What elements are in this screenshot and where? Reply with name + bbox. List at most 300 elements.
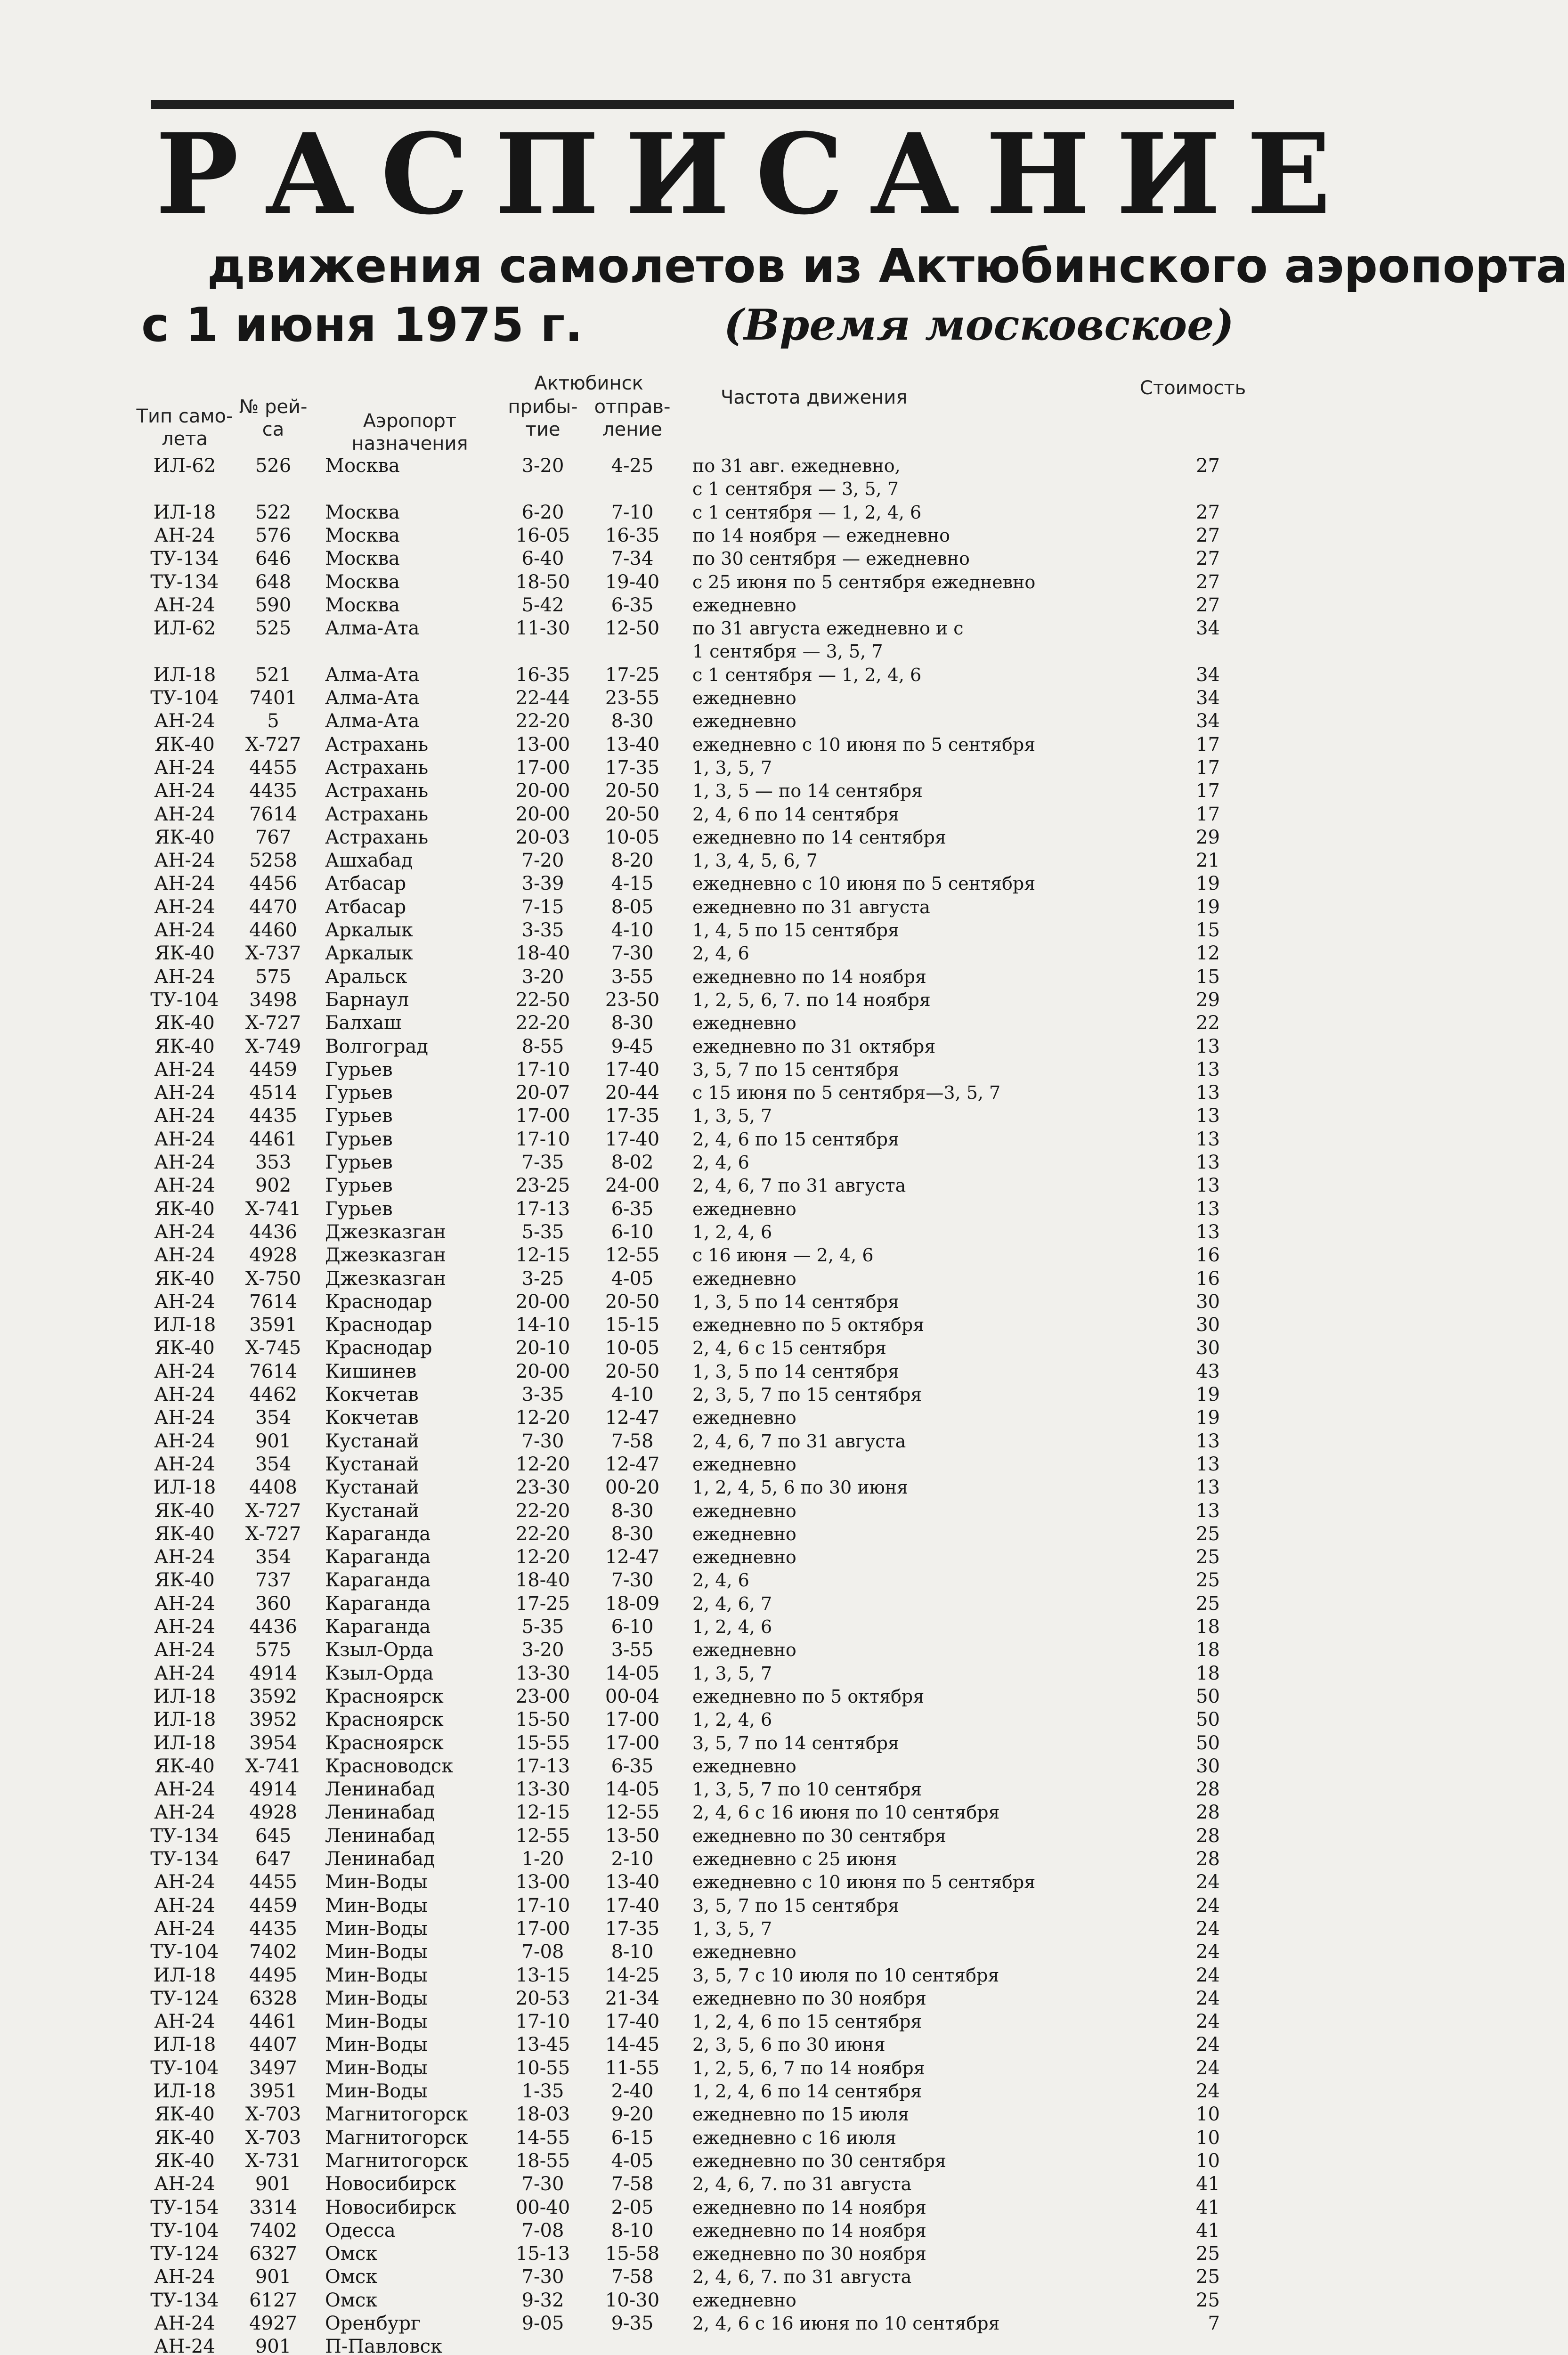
arrival-time: 23-00	[515, 1685, 570, 1707]
departure-time: 24-00	[605, 1175, 660, 1197]
table-row	[0, 617, 1413, 640]
flight-number: 4456	[249, 873, 297, 895]
frequency: ежедневно по 31 августа	[692, 896, 930, 918]
date-line	[141, 294, 1234, 356]
table-row	[0, 1174, 1413, 1197]
ticket-cost: 34	[1196, 710, 1220, 732]
arrival-time: 23-30	[515, 1477, 570, 1499]
aircraft-type: АН-24	[154, 1616, 215, 1638]
departure-time: 8-30	[611, 710, 654, 732]
flight-number: 5258	[249, 850, 297, 872]
table-row	[0, 1825, 1413, 1848]
flight-number: Х-731	[245, 2150, 301, 2172]
arrival-time: 7-08	[521, 2219, 564, 2241]
departure-time: 15-58	[605, 2243, 660, 2265]
aircraft-type: ТУ-104	[150, 1941, 219, 1963]
arrival-time: 18-50	[515, 571, 570, 593]
aircraft-type: ИЛ-18	[153, 664, 216, 686]
frequency: с 15 июня по 5 сентября—3, 5, 7	[692, 1082, 1001, 1104]
arrival-time: 1-35	[521, 2080, 564, 2102]
destination: Астрахань	[325, 756, 429, 779]
aircraft-type: ТУ-124	[150, 2243, 219, 2265]
table-row	[0, 2127, 1413, 2150]
flight-number: 4495	[249, 1964, 297, 1986]
destination: Магнитогорск	[325, 2127, 468, 2149]
destination: Оренбург	[325, 2313, 421, 2334]
page-title: РАСПИСАНИЕ	[155, 109, 1357, 239]
departure-time: 2-05	[611, 2196, 654, 2218]
departure-time: 4-05	[611, 1267, 654, 1290]
aircraft-type: АН-24	[154, 850, 215, 872]
frequency: ежедневно по 14 ноября	[692, 966, 926, 987]
ticket-cost: 24	[1196, 1894, 1220, 1916]
departure-time: 23-50	[605, 989, 660, 1011]
table-row	[0, 2289, 1413, 2312]
aircraft-type: ИЛ-18	[153, 1964, 216, 1986]
aircraft-type: АН-24	[154, 2011, 215, 2033]
flight-number: 4455	[249, 756, 297, 779]
table-row	[0, 1035, 1413, 1058]
table-row	[0, 2242, 1413, 2266]
aircraft-type: АН-24	[154, 873, 215, 895]
destination: Мин-Воды	[325, 1941, 428, 1963]
arrival-time: 7-30	[521, 2266, 564, 2288]
destination: Джезказган	[325, 1267, 446, 1290]
aircraft-type: АН-24	[154, 1105, 215, 1127]
arrival-time: 14-10	[515, 1314, 570, 1336]
table-row	[0, 1081, 1413, 1104]
departure-time: 4-15	[611, 873, 654, 895]
effective-date: с 1 июня 1975 г.	[141, 297, 583, 352]
arrival-time: 17-13	[515, 1755, 570, 1777]
destination: Кокчетав	[325, 1384, 419, 1405]
aircraft-type: ИЛ-62	[153, 617, 216, 640]
table-row	[0, 1894, 1413, 1917]
flight-number: 4435	[249, 1917, 297, 1940]
flight-number: Х-703	[245, 2103, 301, 2126]
arrival-time: 17-10	[515, 1058, 570, 1080]
flight-number: Х-745	[245, 1337, 301, 1359]
aircraft-type: ТУ-134	[150, 2289, 219, 2311]
table-row	[0, 826, 1413, 849]
flight-number: 4436	[249, 1221, 297, 1243]
ticket-cost: 25	[1196, 1546, 1220, 1568]
destination: Гурьев	[325, 1082, 393, 1104]
frequency: 3, 5, 7 по 15 сентября	[692, 1895, 899, 1916]
aircraft-type: АН-24	[154, 2173, 215, 2195]
aircraft-type: ТУ-154	[150, 2196, 219, 2218]
table-row	[0, 1104, 1413, 1128]
aircraft-type: ЯК-40	[154, 1523, 215, 1545]
ticket-cost: 10	[1196, 2150, 1220, 2172]
arrival-time: 16-35	[515, 664, 570, 686]
frequency: 1, 2, 4, 6	[692, 1616, 772, 1637]
destination: Омск	[325, 2289, 378, 2311]
frequency: 1, 3, 5, 7	[692, 1918, 772, 1939]
table-row	[0, 1662, 1413, 1685]
ticket-cost: 34	[1196, 617, 1220, 640]
table-row	[0, 1360, 1413, 1383]
arrival-time: 20-00	[515, 1360, 570, 1382]
departure-time: 20-50	[605, 780, 660, 802]
aircraft-type: ТУ-124	[150, 1987, 219, 2009]
aircraft-type: ЯК-40	[154, 1569, 215, 1592]
arrival-time: 22-50	[515, 989, 570, 1011]
arrival-time: 17-00	[515, 1917, 570, 1940]
aircraft-type: ЯК-40	[154, 2150, 215, 2172]
flight-number: Х-727	[245, 733, 301, 755]
aircraft-type: АН-24	[154, 1778, 215, 1801]
departure-time: 2-40	[611, 2080, 654, 2102]
frequency: 2, 4, 6, 7	[692, 1593, 772, 1614]
destination: Мин-Воды	[325, 1964, 428, 1986]
frequency: 1, 4, 5 по 15 сентября	[692, 920, 899, 941]
flight-number: 901	[255, 1430, 292, 1452]
flight-number: Х-703	[245, 2127, 301, 2149]
frequency: ежедневно	[692, 711, 796, 732]
flight-number: 4435	[249, 1105, 297, 1127]
table-row	[0, 2010, 1413, 2033]
arrival-time: 12-20	[515, 1407, 570, 1429]
aircraft-type: АН-24	[154, 1453, 215, 1475]
arrival-time: 18-03	[515, 2103, 570, 2126]
frequency: ежедневно с 16 июля	[692, 2127, 897, 2148]
departure-time: 3-55	[611, 1639, 654, 1661]
arrival-time: 3-35	[521, 919, 564, 941]
destination: Караганда	[325, 1569, 431, 1592]
arrival-time: 5-35	[521, 1221, 564, 1243]
arrival-time: 20-03	[515, 826, 570, 848]
table-row	[0, 1755, 1413, 1778]
arrival-time: 3-20	[521, 1639, 564, 1661]
aircraft-type: АН-24	[154, 803, 215, 825]
ticket-cost: 41	[1196, 2173, 1220, 2195]
flight-number: 575	[255, 1639, 292, 1661]
departure-time: 6-10	[611, 1221, 654, 1243]
aircraft-type: АН-24	[154, 1291, 215, 1313]
departure-time: 19-40	[605, 571, 660, 593]
aircraft-type: ЯК-40	[154, 1755, 215, 1777]
flight-number: 3592	[249, 1685, 297, 1707]
arrival-time: 11-30	[515, 617, 570, 640]
ticket-cost: 24	[1196, 1871, 1220, 1893]
ticket-cost: 24	[1196, 2080, 1220, 2102]
ticket-cost: 17	[1196, 803, 1220, 825]
frequency: с 1 сентября — 3, 5, 7	[692, 479, 899, 500]
ticket-cost: 25	[1196, 2243, 1220, 2265]
ticket-cost: 16	[1196, 1267, 1220, 1290]
arrival-time: 13-00	[515, 1871, 570, 1893]
table-row	[0, 710, 1413, 733]
aircraft-type: АН-24	[154, 1894, 215, 1916]
frequency: 2, 4, 6 по 15 сентября	[692, 1129, 899, 1150]
destination: Кзыл-Орда	[325, 1639, 434, 1661]
departure-time: 8-02	[611, 1152, 654, 1173]
frequency: ежедневно	[692, 2290, 796, 2311]
flight-number: 767	[255, 826, 292, 848]
aircraft-type: ИЛ-18	[153, 1732, 216, 1754]
table-row	[0, 1058, 1413, 1081]
subtitle: движения самолетов из Актюбинского аэропорта	[207, 238, 1568, 293]
frequency: ежедневно по 5 октября	[692, 1686, 925, 1707]
table-row	[0, 1221, 1413, 1244]
arrival-time: 18-40	[515, 1569, 570, 1592]
destination: Москва	[325, 571, 400, 593]
table-row	[0, 1616, 1413, 1639]
flight-number: 360	[255, 1592, 292, 1615]
departure-time: 6-10	[611, 1616, 654, 1638]
ticket-cost: 16	[1196, 1244, 1220, 1267]
arrival-time: 17-13	[515, 1198, 570, 1220]
destination: Кустанай	[325, 1477, 420, 1499]
ticket-cost: 50	[1196, 1709, 1220, 1731]
destination: Караганда	[325, 1546, 431, 1568]
table-row	[0, 1987, 1413, 2010]
departure-time: 12-47	[605, 1546, 660, 1568]
table-row	[0, 1406, 1413, 1429]
ticket-cost: 25	[1196, 1569, 1220, 1592]
destination: Алма-Ата	[325, 710, 420, 732]
frequency: ежедневно по 15 июля	[692, 2104, 910, 2125]
aircraft-type: АН-24	[154, 524, 215, 546]
departure-time: 7-30	[611, 1569, 654, 1592]
departure-time: 18-09	[605, 1592, 660, 1615]
ticket-cost: 24	[1196, 2057, 1220, 2079]
ticket-cost: 13	[1196, 1500, 1220, 1522]
arrival-time: 7-35	[521, 1152, 564, 1173]
flight-number: 3591	[249, 1314, 297, 1336]
ticket-cost: 28	[1196, 1802, 1220, 1824]
table-row	[0, 524, 1413, 547]
departure-time: 12-47	[605, 1407, 660, 1429]
table-row	[0, 1012, 1413, 1035]
frequency: с 16 июня — 2, 4, 6	[692, 1245, 874, 1266]
frequency: 1, 3, 5 по 14 сентября	[692, 1361, 899, 1382]
arrival-time: 13-00	[515, 733, 570, 755]
frequency: ежедневно	[692, 1454, 796, 1475]
frequency: с 1 сентября — 1, 2, 4, 6	[692, 664, 922, 685]
destination: Астрахань	[325, 803, 429, 825]
table-row	[0, 1569, 1413, 1592]
destination: Красноводск	[325, 1755, 454, 1777]
table-row	[0, 733, 1413, 756]
frequency: ежедневно	[692, 594, 796, 616]
flight-number: 4914	[249, 1778, 297, 1801]
ticket-cost: 25	[1196, 2266, 1220, 2288]
frequency: ежедневно с 25 июня	[692, 1849, 897, 1869]
aircraft-type: ИЛ-18	[153, 1477, 216, 1499]
flight-number: 646	[255, 548, 292, 570]
destination: Гурьев	[325, 1105, 393, 1127]
arrival-time: 17-10	[515, 1128, 570, 1150]
ticket-cost: 25	[1196, 1523, 1220, 1545]
flight-number: 901	[255, 2173, 292, 2195]
destination: Аральск	[325, 966, 407, 988]
aircraft-type: ТУ-134	[150, 1848, 219, 1870]
destination: Волгоград	[325, 1035, 428, 1057]
flight-number: 648	[255, 571, 292, 593]
frequency: по 31 августа ежедневно и с	[692, 618, 964, 639]
destination: Гурьев	[325, 1152, 393, 1173]
arrival-time: 17-00	[515, 1105, 570, 1127]
arrival-time: 12-15	[515, 1802, 570, 1824]
frequency: 1, 3, 5, 7	[692, 1663, 772, 1684]
frequency: 2, 4, 6, 7 по 31 августа	[692, 1175, 906, 1196]
flight-number: 4928	[249, 1244, 297, 1267]
departure-time: 2-10	[611, 1848, 654, 1870]
flight-number: 4470	[249, 896, 297, 918]
arrival-time: 3-20	[521, 966, 564, 988]
departure-time: 17-00	[605, 1732, 660, 1754]
arrival-time: 20-07	[515, 1082, 570, 1104]
destination: Джезказган	[325, 1244, 446, 1267]
table-row	[0, 919, 1413, 942]
ticket-cost: 13	[1196, 1152, 1220, 1173]
departure-time: 17-40	[605, 1058, 660, 1080]
arrival-time: 22-20	[515, 1523, 570, 1545]
arrival-time: 23-25	[515, 1175, 570, 1197]
frequency: по 30 сентября — ежедневно	[692, 548, 970, 569]
frequency: ежедневно с 10 июня по 5 сентября	[692, 734, 1036, 755]
destination: Красноярск	[325, 1685, 444, 1707]
frequency: 2, 4, 6	[692, 1570, 749, 1591]
table-row	[0, 1453, 1413, 1476]
frequency: 1, 2, 4, 6	[692, 1221, 772, 1242]
destination: Мин-Воды	[325, 1871, 428, 1893]
ticket-cost: 13	[1196, 1198, 1220, 1220]
destination: Новосибирск	[325, 2173, 456, 2195]
departure-time: 14-05	[605, 1778, 660, 1801]
destination: Одесса	[325, 2219, 396, 2241]
aircraft-type: АН-24	[154, 2313, 215, 2334]
ticket-cost: 24	[1196, 2011, 1220, 2033]
aircraft-type: ТУ-104	[150, 687, 219, 709]
departure-time: 7-58	[611, 2173, 654, 2195]
table-row	[0, 1917, 1413, 1941]
destination: Караганда	[325, 1592, 431, 1615]
ticket-cost: 10	[1196, 2127, 1220, 2149]
table-row	[0, 1151, 1413, 1174]
table-row	[0, 455, 1413, 478]
frequency: 2, 4, 6 с 16 июня по 10 сентября	[692, 1802, 1000, 1823]
flight-number: 4455	[249, 1871, 297, 1893]
ticket-cost: 13	[1196, 1453, 1220, 1475]
departure-time: 15-15	[605, 1314, 660, 1336]
table-row	[0, 2150, 1413, 2173]
table-row	[0, 1337, 1413, 1360]
destination: Балхаш	[325, 1012, 402, 1034]
destination: Мин-Воды	[325, 2057, 428, 2079]
aircraft-type: ТУ-134	[150, 1825, 219, 1847]
flight-number: 737	[255, 1569, 292, 1592]
arrival-time: 15-55	[515, 1732, 570, 1754]
table-row	[0, 1685, 1413, 1708]
table-row	[0, 1546, 1413, 1569]
frequency: 1, 2, 4, 6 по 14 сентября	[692, 2081, 922, 2102]
ticket-cost: 12	[1196, 942, 1220, 965]
destination: Караганда	[325, 1523, 431, 1545]
departure-time: 8-30	[611, 1523, 654, 1545]
table-row	[0, 966, 1413, 989]
ticket-cost: 19	[1196, 873, 1220, 895]
ticket-cost: 13	[1196, 1128, 1220, 1150]
departure-time: 12-47	[605, 1453, 660, 1475]
departure-time: 6-35	[611, 594, 654, 616]
aircraft-type: ТУ-104	[150, 2057, 219, 2079]
departure-time: 10-05	[605, 1337, 660, 1359]
ticket-cost: 13	[1196, 1430, 1220, 1452]
frequency: 1, 3, 5, 7	[692, 757, 772, 778]
departure-time: 6-35	[611, 1198, 654, 1220]
destination: Москва	[325, 524, 400, 546]
table-row	[0, 640, 1413, 663]
flight-number: 4914	[249, 1662, 297, 1684]
arrival-time: 22-20	[515, 710, 570, 732]
departure-time: 17-40	[605, 2011, 660, 2033]
table-row	[0, 803, 1413, 826]
table-row	[0, 2196, 1413, 2219]
flight-number: 3498	[249, 989, 297, 1011]
ticket-cost: 13	[1196, 1082, 1220, 1104]
departure-time: 6-35	[611, 1755, 654, 1777]
frequency: ежедневно	[692, 1407, 796, 1429]
flight-number: 590	[255, 594, 292, 616]
frequency: ежедневно по 5 октября	[692, 1315, 925, 1336]
frequency: 2, 4, 6 с 15 сентября	[692, 1338, 886, 1359]
arrival-time: 7-30	[521, 1430, 564, 1452]
flight-number: Х-741	[245, 1755, 301, 1777]
arrival-time: 3-39	[521, 873, 564, 895]
destination: Москва	[325, 501, 400, 523]
table-row	[0, 1592, 1413, 1616]
table-row	[0, 1198, 1413, 1221]
flight-number: 6127	[249, 2289, 297, 2311]
destination: Гурьев	[325, 1058, 393, 1080]
departure-time: 4-10	[611, 1384, 654, 1405]
departure-time: 7-30	[611, 942, 654, 965]
aircraft-type: АН-24	[154, 896, 215, 918]
departure-time: 12-50	[605, 617, 660, 640]
aircraft-type: ЯК-40	[154, 1500, 215, 1522]
table-row	[0, 1778, 1413, 1801]
departure-time: 9-35	[611, 2313, 654, 2334]
departure-time: 17-35	[605, 756, 660, 779]
table-row	[0, 2335, 1413, 2355]
destination: Краснодар	[325, 1337, 432, 1359]
flight-number: 7402	[249, 1941, 297, 1963]
ticket-cost: 18	[1196, 1616, 1220, 1638]
arrival-time: 20-53	[515, 1987, 570, 2009]
ticket-cost: 27	[1196, 524, 1220, 546]
ticket-cost: 28	[1196, 1848, 1220, 1870]
flight-number: 4514	[249, 1082, 297, 1104]
flight-number: Х-727	[245, 1523, 301, 1545]
flight-number: 3497	[249, 2057, 297, 2079]
arrival-time: 12-55	[515, 1825, 570, 1847]
ticket-cost: 29	[1196, 826, 1220, 848]
arrival-time: 13-30	[515, 1778, 570, 1801]
frequency: 1, 3, 5 — по 14 сентября	[692, 780, 923, 802]
ticket-cost: 27	[1196, 501, 1220, 523]
frequency: 2, 4, 6	[692, 943, 749, 964]
frequency: 2, 4, 6 по 14 сентября	[692, 804, 899, 825]
ticket-cost: 18	[1196, 1662, 1220, 1684]
arrival-time: 22-44	[515, 687, 570, 709]
table-row	[0, 571, 1413, 594]
header-frequency: Частота движения	[721, 387, 908, 408]
destination: Москва	[325, 455, 400, 477]
ticket-cost: 29	[1196, 989, 1220, 1011]
